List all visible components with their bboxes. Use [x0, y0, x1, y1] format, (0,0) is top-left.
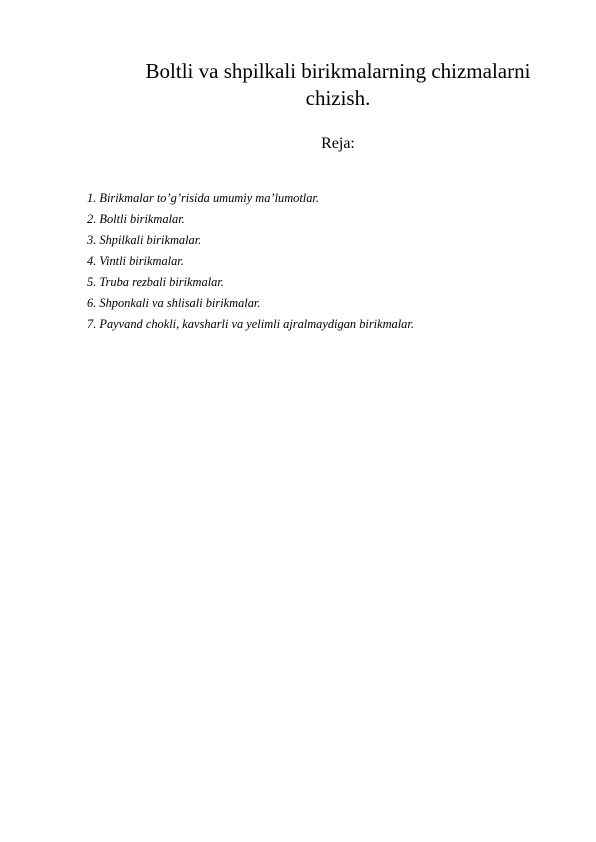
list-item: 5. Truba rezbali birikmalar. [87, 275, 224, 289]
list-item: 7. Payvand chokli, kavsharli va yelimli ajralmaydigan birikmalar. [87, 317, 414, 331]
list-item: 3. Shpilkali birikmalar. [87, 233, 202, 247]
plan-list [87, 188, 557, 335]
list-item: 6. Shponkali va shlisali birikmalar. [87, 296, 261, 310]
title-line-2: chizish. [305, 86, 371, 110]
list-item: 2. Boltli birikmalar. [87, 212, 185, 226]
list-item: 1. Birikmalar to’g’risida umumiy ma’lumotlar. [87, 191, 319, 205]
page-title [80, 58, 556, 112]
plan-heading: Reja: [321, 135, 355, 152]
list-item: 4. Vintli birikmalar. [87, 254, 184, 268]
title-line-1: Boltli va shpilkali birikmalarning chizmalarni [145, 59, 531, 83]
